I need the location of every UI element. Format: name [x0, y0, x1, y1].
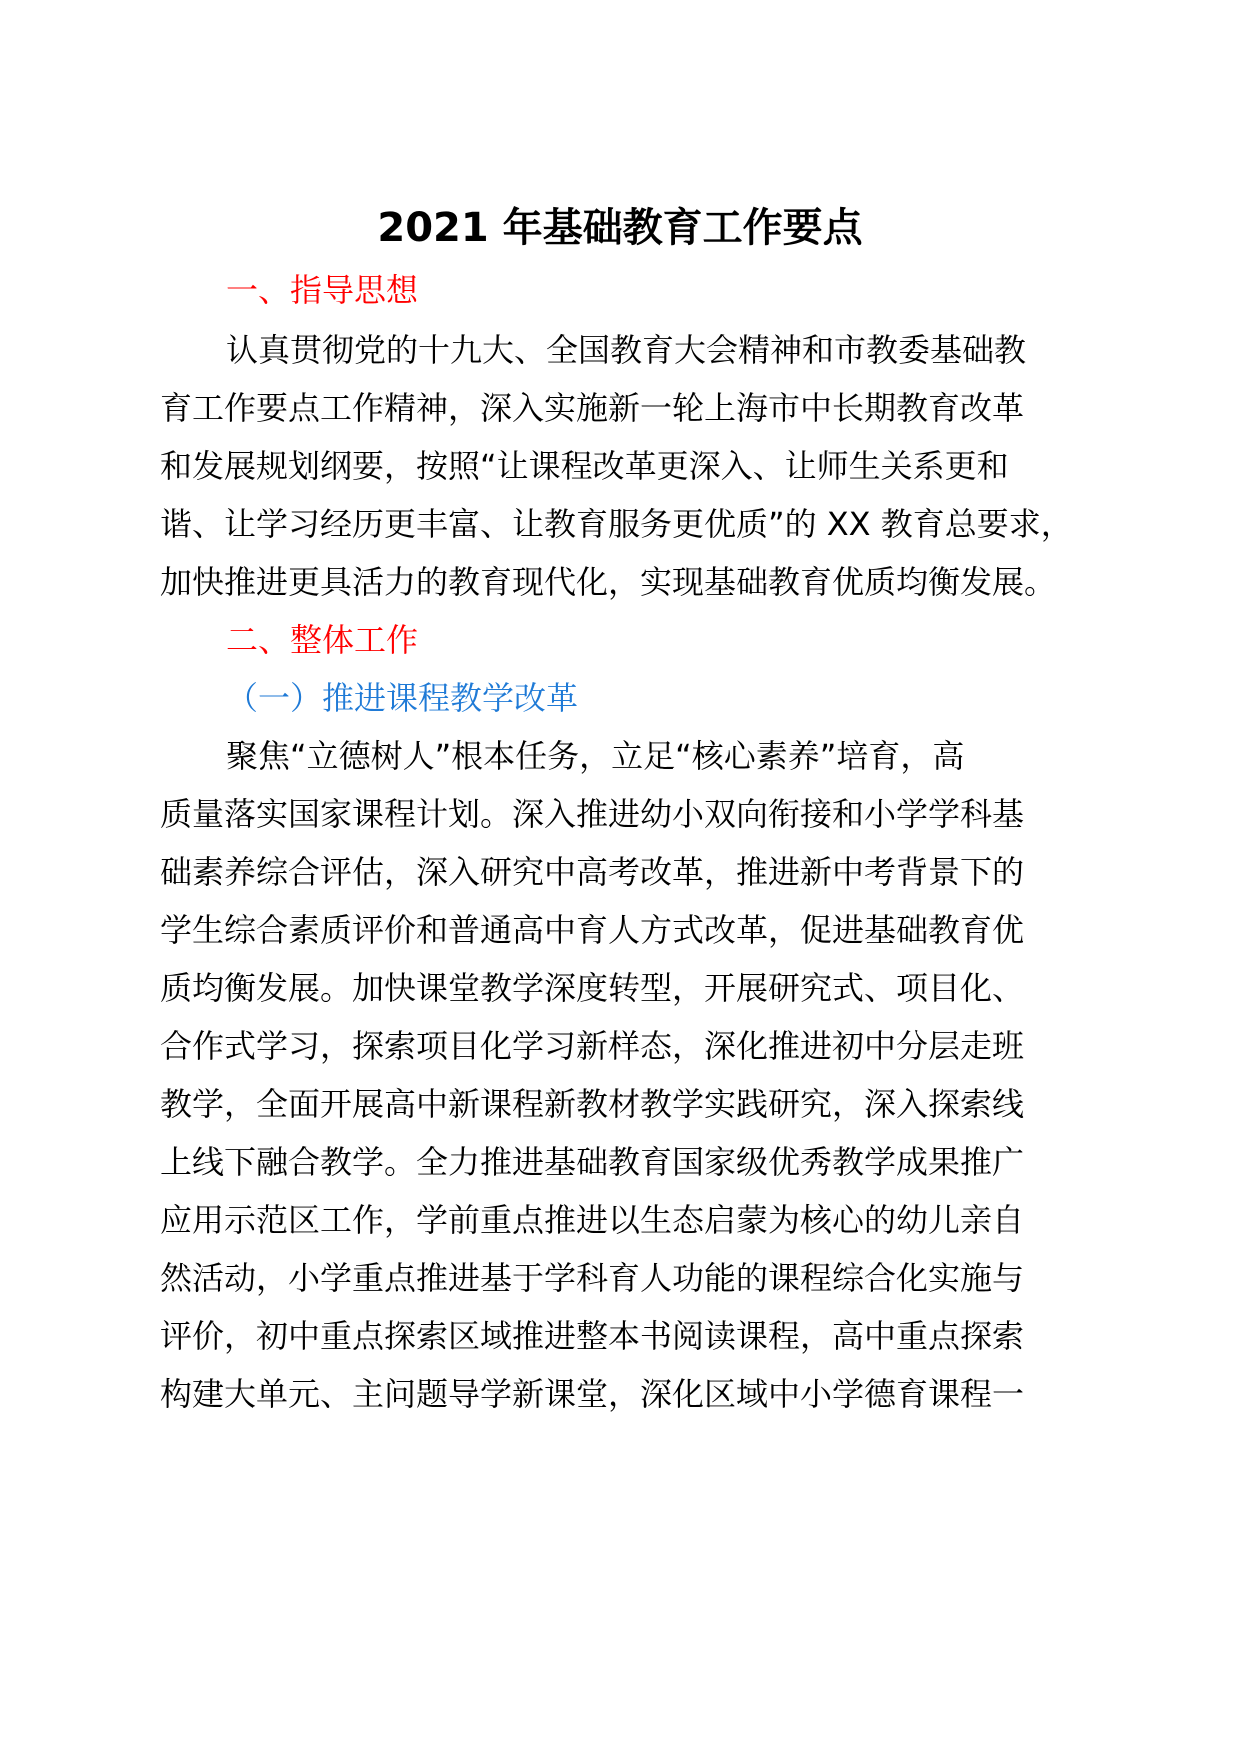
paragraph-line: 和发展规划纲要，按照“让课程改革更深入、让师生关系更和	[160, 447, 1009, 485]
paragraph-line: 质均衡发展。加快课堂教学深度转型，开展研究式、项目化、	[160, 969, 1025, 1007]
section-heading-guiding-ideology: 一、指导思想	[226, 271, 419, 309]
paragraph-line: 然活动，小学重点推进基于学科育人功能的课程综合化实施与	[160, 1259, 1025, 1297]
subsection-heading-curriculum-reform: （一）推进课程教学改革	[226, 679, 579, 717]
paragraph-line: 育工作要点工作精神，深入实施新一轮上海市中长期教育改革	[160, 389, 1025, 427]
paragraph-line: 聚焦“立德树人”根本任务，立足“核心素养”培育，高	[226, 737, 965, 775]
paragraph-line: 上线下融合教学。全力推进基础教育国家级优秀教学成果推广	[160, 1143, 1025, 1181]
paragraph-line: 加快推进更具活力的教育现代化，实现基础教育优质均衡发展。	[160, 563, 1057, 601]
paragraph-line: 质量落实国家课程计划。深入推进幼小双向衔接和小学学科基	[160, 795, 1025, 833]
paragraph-line: 构建大单元、主问题导学新课堂，深化区域中小学德育课程一	[160, 1375, 1025, 1413]
paragraph-line: 应用示范区工作，学前重点推进以生态启蒙为核心的幼儿亲自	[160, 1201, 1025, 1239]
paragraph-line: 学生综合素质评价和普通高中育人方式改革，促进基础教育优	[160, 911, 1025, 949]
section-heading-overall-work: 二、整体工作	[226, 621, 419, 659]
paragraph-line: 谐、让学习经历更丰富、让教育服务更优质”的 XX 教育总要求，	[160, 505, 1073, 543]
paragraph-line: 础素养综合评估，深入研究中高考改革，推进新中考背景下的	[160, 853, 1025, 891]
document-title: 2021 年基础教育工作要点	[377, 205, 863, 251]
paragraph-line: 合作式学习，探索项目化学习新样态，深化推进初中分层走班	[160, 1027, 1025, 1065]
paragraph-line: 认真贯彻党的十九大、全国教育大会精神和市教委基础教	[226, 331, 1027, 369]
paragraph-line: 评价，初中重点探索区域推进整本书阅读课程，高中重点探索	[160, 1317, 1025, 1355]
paragraph-line: 教学，全面开展高中新课程新教材教学实践研究，深入探索线	[160, 1085, 1025, 1123]
